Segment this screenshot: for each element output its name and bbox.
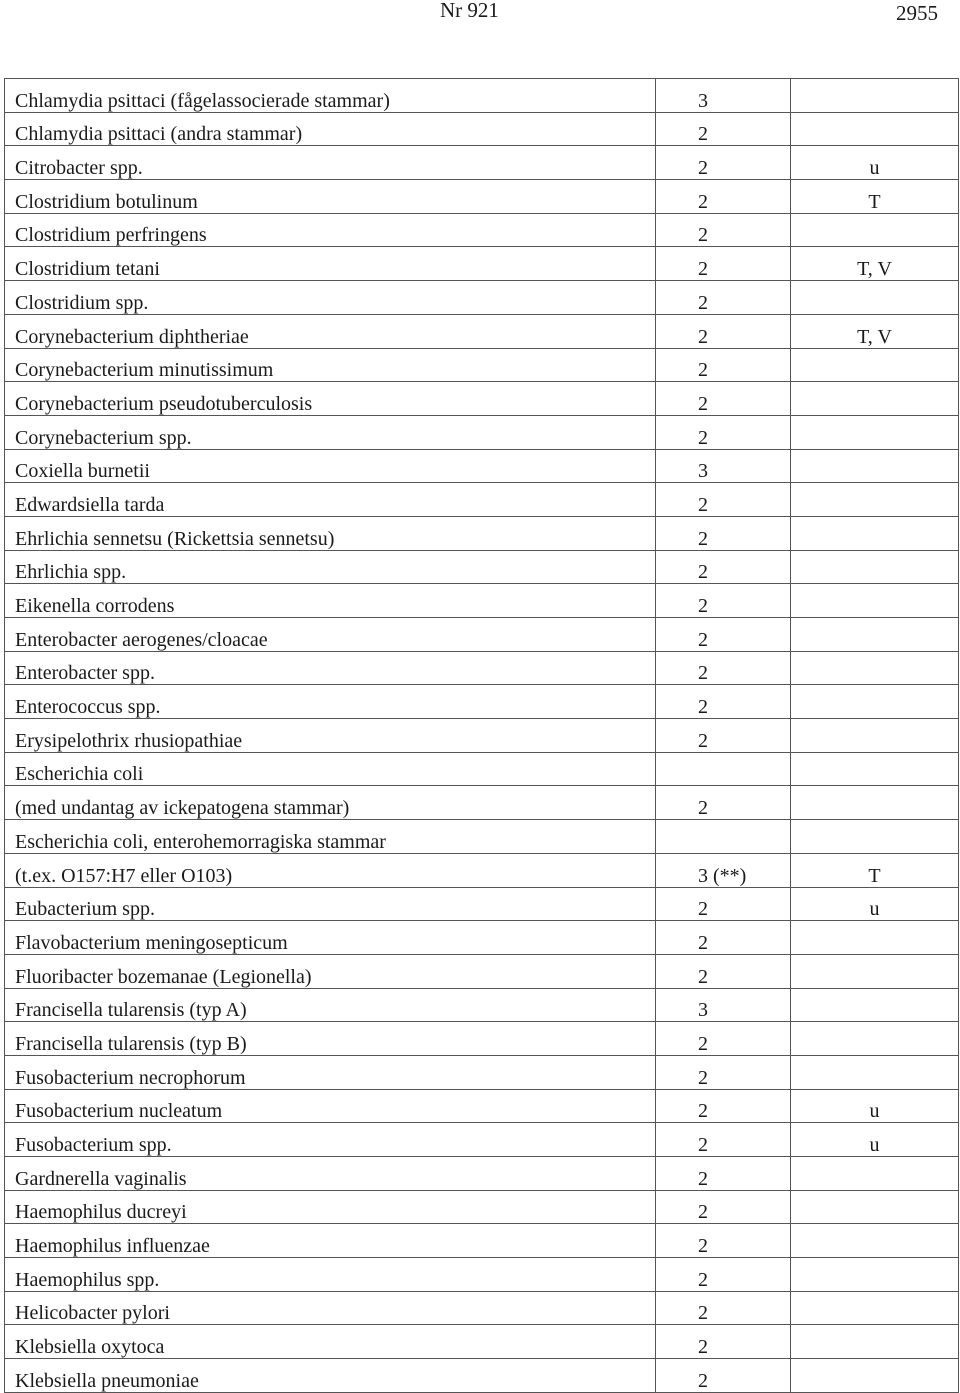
note: [791, 79, 959, 113]
note: [791, 820, 959, 854]
organism-name: Corynebacterium spp.: [5, 415, 656, 449]
organism-name: Chlamydia psittaci (andra stammar): [5, 112, 656, 146]
table-row: [5, 281, 959, 315]
table-row: [5, 1291, 959, 1325]
table-row: [5, 820, 959, 854]
risk-class: 2: [656, 1089, 791, 1123]
table-row: [5, 1258, 959, 1292]
table-row: [5, 988, 959, 1022]
note: [791, 685, 959, 719]
risk-class: 2: [656, 719, 791, 753]
note: [791, 719, 959, 753]
risk-class: [656, 752, 791, 786]
organism-name: Clostridium botulinum: [5, 180, 656, 214]
table-row: [5, 382, 959, 416]
note: [791, 954, 959, 988]
organism-name: Fusobacterium nucleatum: [5, 1089, 656, 1123]
page-count: 2955: [896, 1, 938, 25]
table-row: [5, 853, 959, 887]
note: [791, 988, 959, 1022]
organism-name: Haemophilus influenzae: [5, 1224, 656, 1258]
organism-name: Ehrlichia spp.: [5, 550, 656, 584]
organism-name: Ehrlichia sennetsu (Rickettsia sennetsu): [5, 516, 656, 550]
organism-name: Enterococcus spp.: [5, 685, 656, 719]
table-row: [5, 954, 959, 988]
note: [791, 1224, 959, 1258]
note: [791, 415, 959, 449]
table-row: [5, 887, 959, 921]
table-row: [5, 651, 959, 685]
note: [791, 516, 959, 550]
table-row: [5, 1190, 959, 1224]
organism-name: Fusobacterium spp.: [5, 1123, 656, 1157]
table-row: [5, 1359, 959, 1393]
risk-class: 2: [656, 1157, 791, 1191]
risk-class: 2: [656, 1190, 791, 1224]
risk-class: 2: [656, 516, 791, 550]
note: u: [791, 887, 959, 921]
table-row: [5, 1022, 959, 1056]
note: [791, 1291, 959, 1325]
table-row: [5, 483, 959, 517]
organism-name: Francisella tularensis (typ B): [5, 1022, 656, 1056]
organism-name: Coxiella burnetii: [5, 449, 656, 483]
organism-name: Enterobacter aerogenes/cloacae: [5, 618, 656, 652]
note: u: [791, 146, 959, 180]
risk-class: 2: [656, 618, 791, 652]
risk-class: 2: [656, 550, 791, 584]
table-row: [5, 1055, 959, 1089]
risk-class: 2: [656, 1123, 791, 1157]
organism-name: Klebsiella pneumoniae: [5, 1359, 656, 1393]
organism-name: Corynebacterium diphtheriae: [5, 314, 656, 348]
organism-name: Erysipelothrix rhusiopathiae: [5, 719, 656, 753]
note: T, V: [791, 247, 959, 281]
risk-class: 2: [656, 112, 791, 146]
risk-class: 2: [656, 314, 791, 348]
table-row: [5, 921, 959, 955]
table-row: [5, 112, 959, 146]
risk-class: 2: [656, 146, 791, 180]
risk-class: 2: [656, 247, 791, 281]
note: [791, 1359, 959, 1393]
risk-class: 2: [656, 483, 791, 517]
note: [791, 281, 959, 315]
organism-name: Francisella tularensis (typ A): [5, 988, 656, 1022]
note: T: [791, 853, 959, 887]
risk-class: 3: [656, 988, 791, 1022]
risk-class: 2: [656, 954, 791, 988]
risk-class: 2: [656, 1291, 791, 1325]
risk-class: 3: [656, 449, 791, 483]
risk-class: 2: [656, 651, 791, 685]
note: [791, 651, 959, 685]
organism-table: [4, 78, 959, 1393]
table-row: [5, 79, 959, 113]
note: [791, 449, 959, 483]
note: T: [791, 180, 959, 214]
organism-name: Edwardsiella tarda: [5, 483, 656, 517]
organism-name: Haemophilus ducreyi: [5, 1190, 656, 1224]
table-row: [5, 449, 959, 483]
organism-name: Citrobacter spp.: [5, 146, 656, 180]
note: [791, 348, 959, 382]
risk-class: 2: [656, 1022, 791, 1056]
organism-name: (med undantag av ickepatogena stammar): [5, 786, 656, 820]
note: [791, 1055, 959, 1089]
table-row: [5, 314, 959, 348]
organism-name: Fluoribacter bozemanae (Legionella): [5, 954, 656, 988]
note: [791, 483, 959, 517]
note: [791, 1157, 959, 1191]
note: [791, 786, 959, 820]
table-row: [5, 786, 959, 820]
table-row: [5, 1089, 959, 1123]
note: [791, 921, 959, 955]
table-row: [5, 719, 959, 753]
organism-name: Enterobacter spp.: [5, 651, 656, 685]
table-row: [5, 1157, 959, 1191]
table-row: [5, 584, 959, 618]
risk-class: 2: [656, 180, 791, 214]
table-row: [5, 1224, 959, 1258]
risk-class: 2: [656, 1325, 791, 1359]
table-row: [5, 752, 959, 786]
note: [791, 752, 959, 786]
risk-class: 3: [656, 79, 791, 113]
organism-name: Corynebacterium minutissimum: [5, 348, 656, 382]
risk-class: 2: [656, 786, 791, 820]
risk-class: [656, 820, 791, 854]
organism-name: Chlamydia psittaci (fågelassocierade stammar): [5, 79, 656, 113]
page-number: Nr 921: [440, 0, 499, 22]
risk-class: 3 (**): [656, 853, 791, 887]
table-row: [5, 180, 959, 214]
note: [791, 618, 959, 652]
table-row: [5, 146, 959, 180]
risk-class: 2: [656, 887, 791, 921]
organism-name: Gardnerella vaginalis: [5, 1157, 656, 1191]
note: u: [791, 1089, 959, 1123]
note: [791, 112, 959, 146]
risk-class: 2: [656, 348, 791, 382]
risk-class: 2: [656, 281, 791, 315]
organism-name: Clostridium tetani: [5, 247, 656, 281]
note: [791, 382, 959, 416]
risk-class: 2: [656, 1055, 791, 1089]
organism-name: Escherichia coli: [5, 752, 656, 786]
organism-name: Escherichia coli, enterohemorragiska stammar: [5, 820, 656, 854]
note: [791, 1022, 959, 1056]
note: [791, 1258, 959, 1292]
risk-class: 2: [656, 1224, 791, 1258]
table-row: [5, 348, 959, 382]
table-row: [5, 618, 959, 652]
organism-name: Helicobacter pylori: [5, 1291, 656, 1325]
table-row: [5, 1123, 959, 1157]
note: [791, 213, 959, 247]
organism-name: Haemophilus spp.: [5, 1258, 656, 1292]
organism-name: Klebsiella oxytoca: [5, 1325, 656, 1359]
organism-name: Eikenella corrodens: [5, 584, 656, 618]
risk-class: 2: [656, 1359, 791, 1393]
organism-name: Clostridium perfringens: [5, 213, 656, 247]
table-row: [5, 415, 959, 449]
note: [791, 584, 959, 618]
note: T, V: [791, 314, 959, 348]
organism-name: Corynebacterium pseudotuberculosis: [5, 382, 656, 416]
risk-class: 2: [656, 685, 791, 719]
table-row: [5, 213, 959, 247]
risk-class: 2: [656, 213, 791, 247]
table-row: [5, 247, 959, 281]
risk-class: 2: [656, 382, 791, 416]
table-row: [5, 685, 959, 719]
risk-class: 2: [656, 415, 791, 449]
organism-name: (t.ex. O157:H7 eller O103): [5, 853, 656, 887]
organism-name: Eubacterium spp.: [5, 887, 656, 921]
table-row: [5, 516, 959, 550]
risk-class: 2: [656, 921, 791, 955]
risk-class: 2: [656, 584, 791, 618]
note: [791, 550, 959, 584]
risk-class: 2: [656, 1258, 791, 1292]
organism-name: Flavobacterium meningosepticum: [5, 921, 656, 955]
note: [791, 1190, 959, 1224]
note: u: [791, 1123, 959, 1157]
table-row: [5, 550, 959, 584]
organism-name: Fusobacterium necrophorum: [5, 1055, 656, 1089]
organism-name: Clostridium spp.: [5, 281, 656, 315]
organism-table-body: [5, 79, 959, 1393]
